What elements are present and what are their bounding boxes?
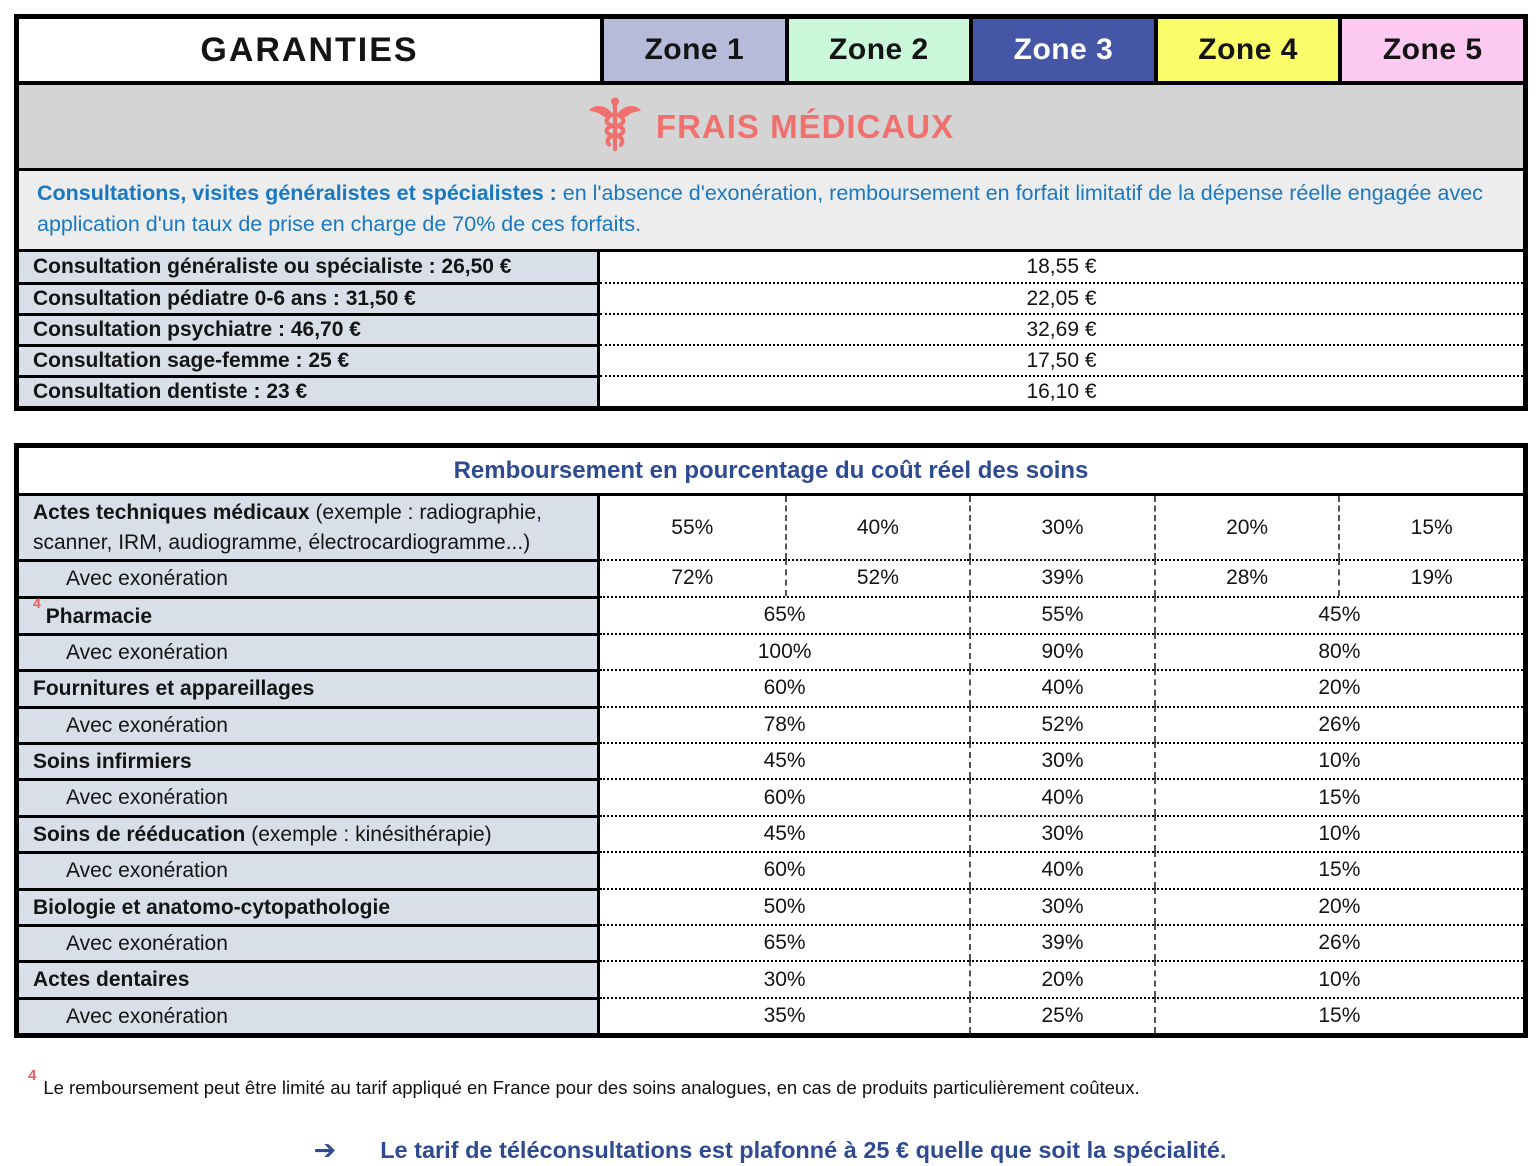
zone-4-header: Zone 4	[1158, 19, 1339, 81]
cell-zones1-2: 35%	[600, 997, 969, 1033]
cell-zones1-2: 60%	[600, 669, 969, 705]
cell-zones1-2: 50%	[600, 888, 969, 924]
footnote-text: Le remboursement peut être limité au tarif appliqué en France pour des soins analogues, en cas de produits particulièrement coûteux.	[43, 1077, 1140, 1099]
cell-zone5: 19%	[1338, 559, 1523, 595]
cell-zone3: 30%	[969, 815, 1154, 851]
row-label: Avec exonération	[19, 851, 600, 887]
table-row	[19, 559, 1523, 595]
row-value: 32,69 €	[600, 313, 1523, 344]
row-label: Avec exonération	[19, 633, 600, 669]
footnote	[28, 1067, 1540, 1099]
zone-5-header: Zone 5	[1342, 19, 1523, 81]
table-row	[19, 633, 1523, 669]
cell-zone3: 30%	[969, 888, 1154, 924]
table-row	[19, 888, 1523, 924]
cell-zones4-5: 45%	[1154, 596, 1523, 633]
table-row	[19, 706, 1523, 742]
row-label: Consultation sage-femme : 25 €	[19, 344, 600, 375]
cell-zone4: 28%	[1154, 559, 1339, 595]
cell-zone2: 52%	[785, 559, 970, 595]
table-row	[19, 960, 1523, 996]
section-title: FRAIS MÉDICAUX	[655, 107, 955, 145]
row-label: Avec exonération	[19, 706, 600, 742]
row-label: Avec exonération	[19, 559, 600, 595]
zone-1-header: Zone 1	[604, 19, 785, 81]
row-value: 18,55 €	[1026, 255, 1097, 279]
zones-header-row	[19, 19, 1523, 85]
cell-zone1: 55%	[671, 515, 714, 539]
zone-3-header: Zone 3	[973, 19, 1154, 81]
teleconsultation-text: Le tarif de téléconsultations est plafonné à 25 € quelle que soit la spécialité.	[380, 1137, 1227, 1164]
cell-zone3: 90%	[969, 633, 1154, 669]
zone-2-header: Zone 2	[789, 19, 970, 81]
table-row	[19, 596, 1523, 633]
cell-zones1-2: 60%	[600, 778, 969, 814]
cell-zones4-5: 26%	[1154, 706, 1523, 742]
table-row	[19, 997, 1523, 1033]
cell-zone3: 20%	[969, 960, 1154, 996]
cell-zone3: 52%	[969, 706, 1154, 742]
caduceus-icon	[588, 95, 642, 158]
row-label: Consultation pédiatre 0-6 ans : 31,50 €	[19, 282, 600, 313]
cell-zone3: 40%	[969, 669, 1154, 705]
row-label: Actes dentaires	[19, 960, 600, 996]
table-row	[19, 344, 1523, 375]
row-label: Fournitures et appareillages	[19, 669, 600, 705]
cell-zones1-2: 65%	[600, 924, 969, 960]
cell-zones1-2: 78%	[600, 706, 969, 742]
row-label: Soins infirmiers	[19, 742, 600, 778]
row-value: 16,10 €	[600, 375, 1523, 406]
table-row	[19, 252, 1523, 282]
cell-zone3: 39%	[969, 559, 1154, 595]
cell-zones1-2: 30%	[600, 960, 969, 996]
cell-zone3: 40%	[969, 851, 1154, 887]
cell-zones1-2: 60%	[600, 851, 969, 887]
row-value: 17,50 €	[600, 344, 1523, 375]
cell-zones4-5: 26%	[1154, 924, 1523, 960]
row-label: Avec exonération	[19, 924, 600, 960]
table-row	[19, 924, 1523, 960]
cell-zone3: 25%	[969, 997, 1154, 1033]
cell-zones4-5: 80%	[1154, 633, 1523, 669]
cell-zones4-5: 10%	[1154, 742, 1523, 778]
cell-zone2: 40%	[785, 496, 970, 559]
percentage-reimbursement-table	[14, 443, 1528, 1038]
table-row	[19, 313, 1523, 344]
table2-title: Remboursement en pourcentage du coût réel des soins	[19, 448, 1523, 496]
table-row	[19, 851, 1523, 887]
row-label: Actes techniques médicaux (exemple : radiographie, scanner, IRM, audiogramme, électrocardiogramme...)	[19, 496, 600, 559]
cell-zone3: 30%	[969, 742, 1154, 778]
cell-zone3: 40%	[969, 778, 1154, 814]
row-label: Avec exonération	[19, 778, 600, 814]
cell-zones4-5: 10%	[1154, 960, 1523, 996]
row-label: Consultation généraliste ou spécialiste : 26,50 €	[19, 252, 600, 282]
cell-zones1-2: 100%	[600, 633, 969, 669]
cell-zones4-5: 20%	[1154, 888, 1523, 924]
table-row	[19, 778, 1523, 814]
cell-zones1-2: 65%	[600, 596, 969, 633]
row-label: Consultation dentiste : 23 €	[19, 375, 600, 406]
arrow-right-icon: ➔	[313, 1135, 337, 1166]
teleconsultation-note	[0, 1135, 1540, 1166]
row-label: Biologie et anatomo-cytopathologie	[19, 888, 600, 924]
cell-zone3: 30%	[969, 496, 1154, 559]
row-label: Consultation psychiatre : 46,70 €	[19, 313, 600, 344]
cell-zone3: 55%	[969, 596, 1154, 633]
table-row	[19, 815, 1523, 851]
cell-zones4-5: 10%	[1154, 815, 1523, 851]
cell-zone3: 39%	[969, 924, 1154, 960]
footnote-marker: 4	[28, 1067, 37, 1085]
cell-zones4-5: 15%	[1154, 778, 1523, 814]
cell-zones4-5: 15%	[1154, 997, 1523, 1033]
row-label: Soins de rééducation (exemple : kinésithérapie)	[19, 815, 600, 851]
row-label: Avec exonération	[19, 997, 600, 1033]
table-row	[19, 282, 1523, 313]
row-value: 22,05 €	[600, 282, 1523, 313]
consultations-description-body: en l'absence d'exonération, remboursement en forfait limitatif de la dépense réelle engagée avec application d'un taux de prise en charge de 70% de ces forfaits.	[37, 181, 1483, 237]
guarantees-table	[14, 14, 1528, 411]
cell-zones1-2: 45%	[600, 742, 969, 778]
cell-zones1-2: 45%	[600, 815, 969, 851]
table-row	[19, 669, 1523, 705]
cell-zones4-5: 15%	[1154, 851, 1523, 887]
footnote-marker: 4	[33, 594, 41, 611]
consultations-description-lead: Consultations, visites généralistes et spécialistes :	[37, 181, 557, 205]
garanties-title: GARANTIES	[19, 19, 600, 81]
cell-zones4-5: 20%	[1154, 669, 1523, 705]
table-row	[19, 496, 1523, 559]
cell-zone1: 72%	[600, 559, 785, 595]
cell-zone5: 15%	[1338, 496, 1523, 559]
table-row	[19, 375, 1523, 406]
table-row	[19, 742, 1523, 778]
cell-zone4: 20%	[1154, 496, 1339, 559]
frais-medicaux-band	[19, 85, 1523, 171]
consultations-description	[19, 171, 1523, 252]
row-label: $^4$Pharmacie	[19, 596, 600, 633]
